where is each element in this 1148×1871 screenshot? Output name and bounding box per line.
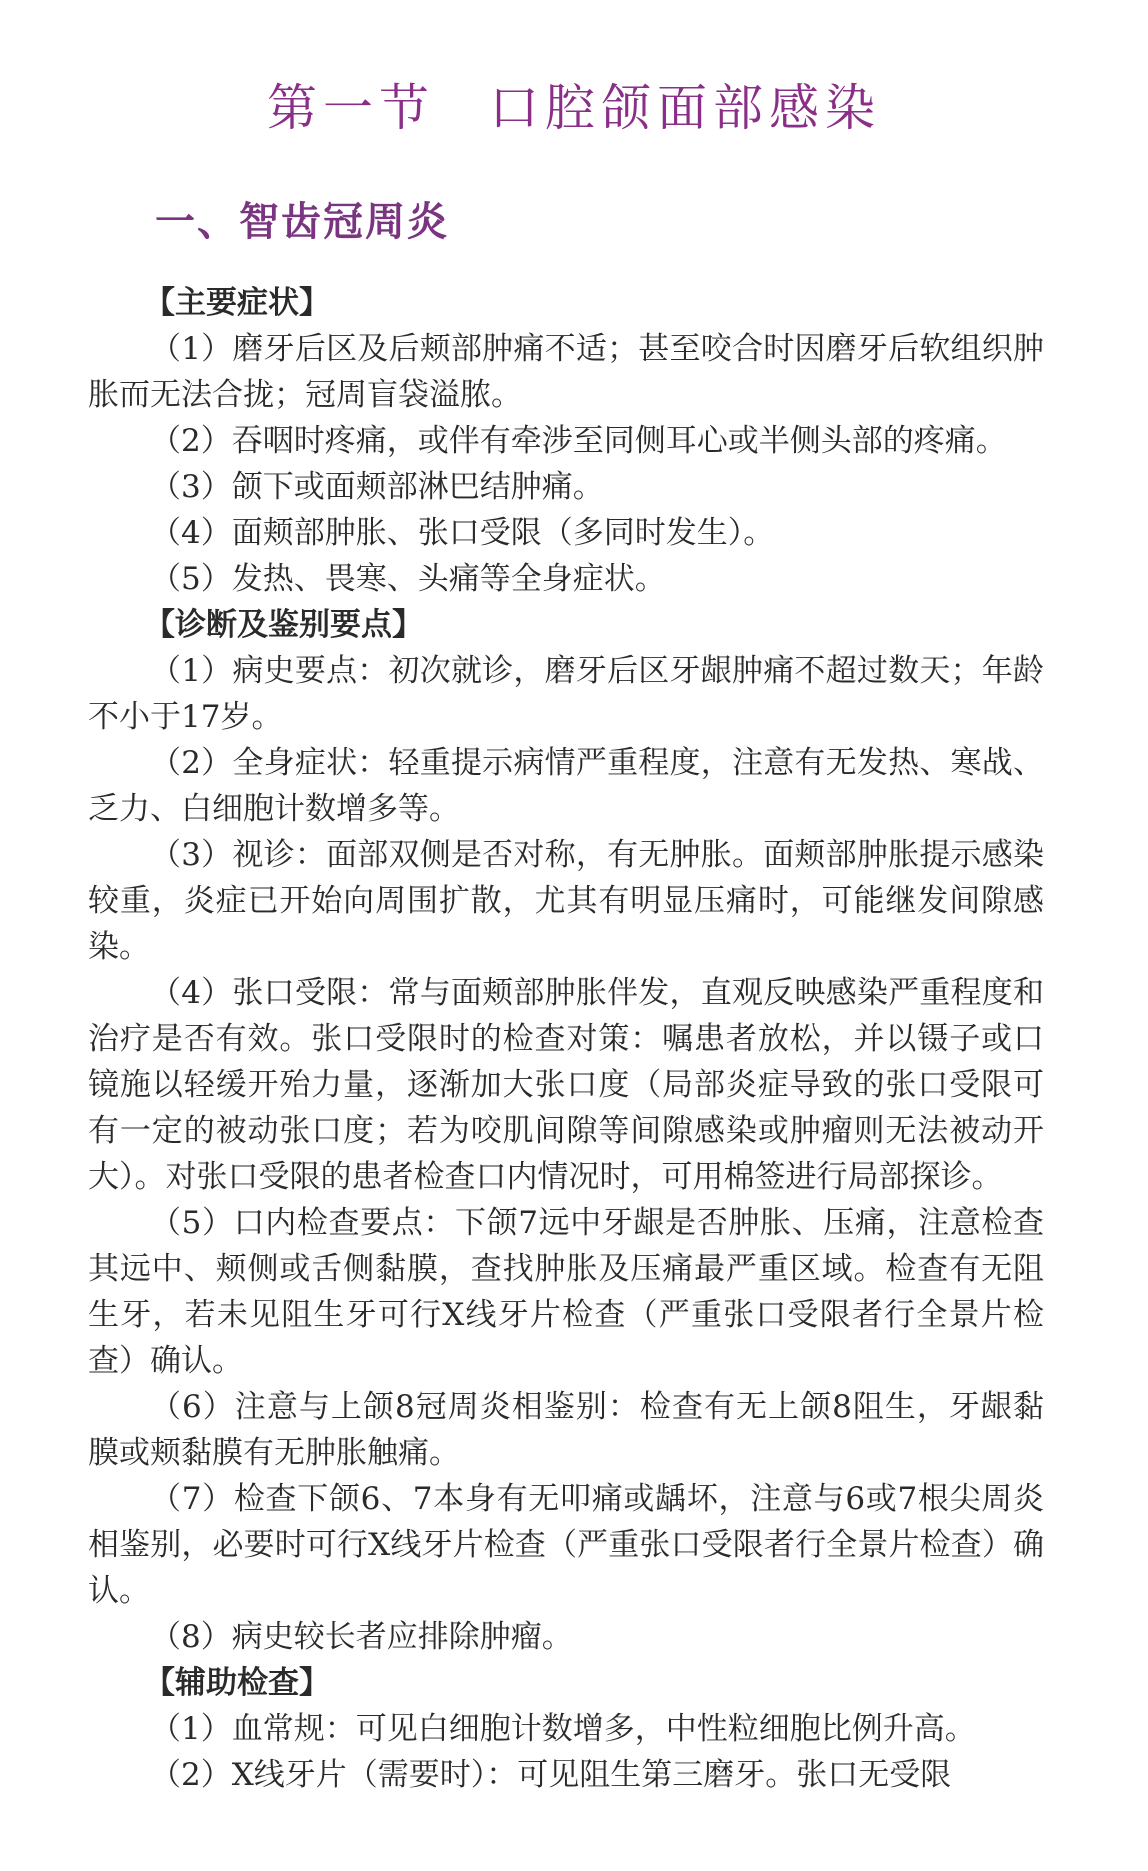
paragraph: （3）颌下或面颊部淋巴结肿痛。 [150,469,604,505]
paragraph: （2）吞咽时疼痛，或伴有牵涉至同侧耳心或半侧头部的疼痛。 [150,423,1007,459]
paragraph: （7）检查下颌6、7本身有无叩痛或龋坏，注意与6或7根尖周炎相鉴别，必要时可行X线牙片检查（严重张口受限者行全景片检查）确认。 [88,1481,1044,1609]
document-body [88,280,1044,1798]
paragraph: （3）视诊：面部双侧是否对称，有无肿胀。面颊部肿胀提示感染较重，炎症已开始向周围扩散，尤其有明显压痛时，可能继发间隙感染。 [88,837,1044,965]
paragraph: （6）注意与上颌8冠周炎相鉴别：检查有无上颌8阻生，牙龈黏膜或颊黏膜有无肿胀触痛。 [88,1389,1044,1471]
paragraph: （4）面颊部肿胀、张口受限（多同时发生）。 [150,515,775,551]
section-number: 第一节 [267,79,435,137]
paragraph: （2）全身症状：轻重提示病情严重程度，注意有无发热、寒战、乏力、白细胞计数增多等。 [88,745,1044,827]
paragraph: （2）X线牙片（需要时）：可见阻生第三磨牙。张口无受限 [150,1757,952,1793]
paragraph: （1）磨牙后区及后颊部肿痛不适；甚至咬合时因磨牙后软组织肿胀而无法合拢；冠周盲袋溢脓。 [88,331,1044,413]
section-name: 口腔颌面部感染 [489,79,881,137]
paragraph: （8）病史较长者应排除肿瘤。 [150,1619,573,1655]
subsection-title: 一、智齿冠周炎 [155,199,449,245]
heading-auxiliary-exams: 【辅助检查】 [144,1665,330,1701]
heading-diagnosis: 【诊断及鉴别要点】 [144,607,423,643]
section-title [0,68,1148,140]
paragraph: （5）口内检查要点：下颌7远中牙龈是否肿胀、压痛，注意检查其远中、颊侧或舌侧黏膜，查找肿胀及压痛最严重区域。检查有无阻生牙，若未见阻生牙可行X线牙片检查（严重张口受限者行全景片检查）确认。 [88,1205,1044,1379]
paragraph: （1）血常规：可见白细胞计数增多，中性粒细胞比例升高。 [150,1711,976,1747]
paragraph: （4）张口受限：常与面颊部肿胀伴发，直观反映感染严重程度和治疗是否有效。张口受限时的检查对策：嘱患者放松，并以镊子或口镜施以轻缓开殆力量，逐渐加大张口度（局部炎症导致的张口受限可有一定的被动张口度；若为咬肌间隙等间隙感染或肿瘤则无法被动开大）。对张口受限的患者检查口内情况时，可用棉签进行局部探诊。 [88,975,1044,1195]
paragraph: （1）病史要点：初次就诊，磨牙后区牙龈肿痛不超过数天；年龄不小于17岁。 [88,653,1044,735]
paragraph: （5）发热、畏寒、头痛等全身症状。 [150,561,666,597]
heading-main-symptoms: 【主要症状】 [144,285,330,321]
